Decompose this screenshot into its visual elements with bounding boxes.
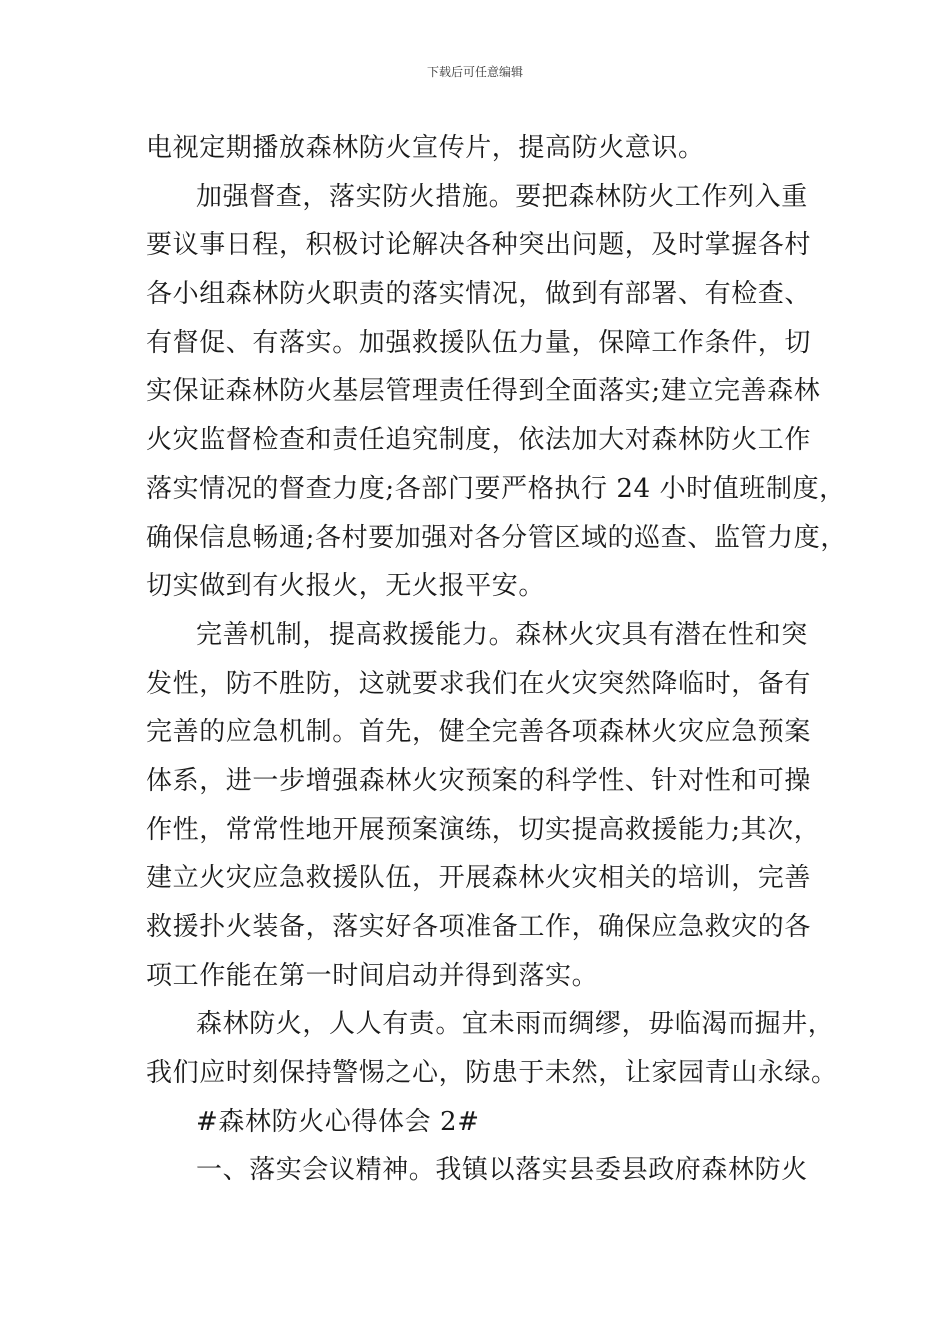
text-line: 要议事日程，积极讨论解决各种突出问题，及时掌握各村 bbox=[146, 230, 812, 261]
text-line: 加强督查，落实防火措施。要把森林防火工作列入重 bbox=[196, 181, 808, 212]
page-header: 下载后可任意编辑 bbox=[426, 65, 523, 79]
text-line: 体系，进一步增强森林火灾预案的科学性、针对性和可操 bbox=[146, 765, 812, 796]
text-line: 有督促、有落实。加强救援队伍力量，保障工作条件，切 bbox=[146, 327, 812, 358]
text-line: 发性，防不胜防，这就要求我们在火灾突然降临时，备有 bbox=[146, 668, 812, 699]
text-line: 切实做到有火报火，无火报平安。 bbox=[146, 571, 546, 602]
text-line: 一、落实会议精神。我镇以落实县委县政府森林防火 bbox=[196, 1155, 808, 1186]
text-line: 确保信息畅通;各村要加强对各分管区域的巡查、监管力度， bbox=[146, 522, 847, 553]
text-line: 项工作能在第一时间启动并得到落实。 bbox=[146, 960, 599, 991]
text-line: 各小组森林防火职责的落实情况，做到有部署、有检查、 bbox=[146, 279, 812, 310]
text-line: 实保证森林防火基层管理责任得到全面落实;建立完善森林 bbox=[146, 376, 821, 407]
text-line: 电视定期播放森林防火宣传片，提高防火意识。 bbox=[146, 133, 705, 163]
text-line: 火灾监督检查和责任追究制度，依法加大对森林防火工作 bbox=[146, 425, 812, 456]
text-line: 我们应时刻保持警惕之心，防患于未然，让家园青山永绿。 bbox=[146, 1058, 838, 1089]
text-line: 完善机制，提高救援能力。森林火灾具有潜在性和突 bbox=[196, 619, 808, 650]
text-line: 建立火灾应急救援队伍，开展森林火灾相关的培训，完善 bbox=[146, 863, 812, 894]
section-heading: #森林防火心得体会 2# bbox=[196, 1106, 480, 1137]
text-line: 作性，常常性地开展预案演练，切实提高救援能力;其次， bbox=[146, 814, 821, 845]
text-line: 落实情况的督查力度;各部门要严格执行 24 小时值班制度， bbox=[146, 473, 846, 504]
text-line: 森林防火，人人有责。宜未雨而绸缪，毋临渴而掘井， bbox=[196, 1009, 835, 1040]
document-body bbox=[146, 124, 847, 1195]
text-line: 完善的应急机制。首先，健全完善各项森林火灾应急预案 bbox=[146, 717, 812, 748]
text-line: 救援扑火装备，落实好各项准备工作，确保应急救灾的各 bbox=[146, 912, 812, 942]
